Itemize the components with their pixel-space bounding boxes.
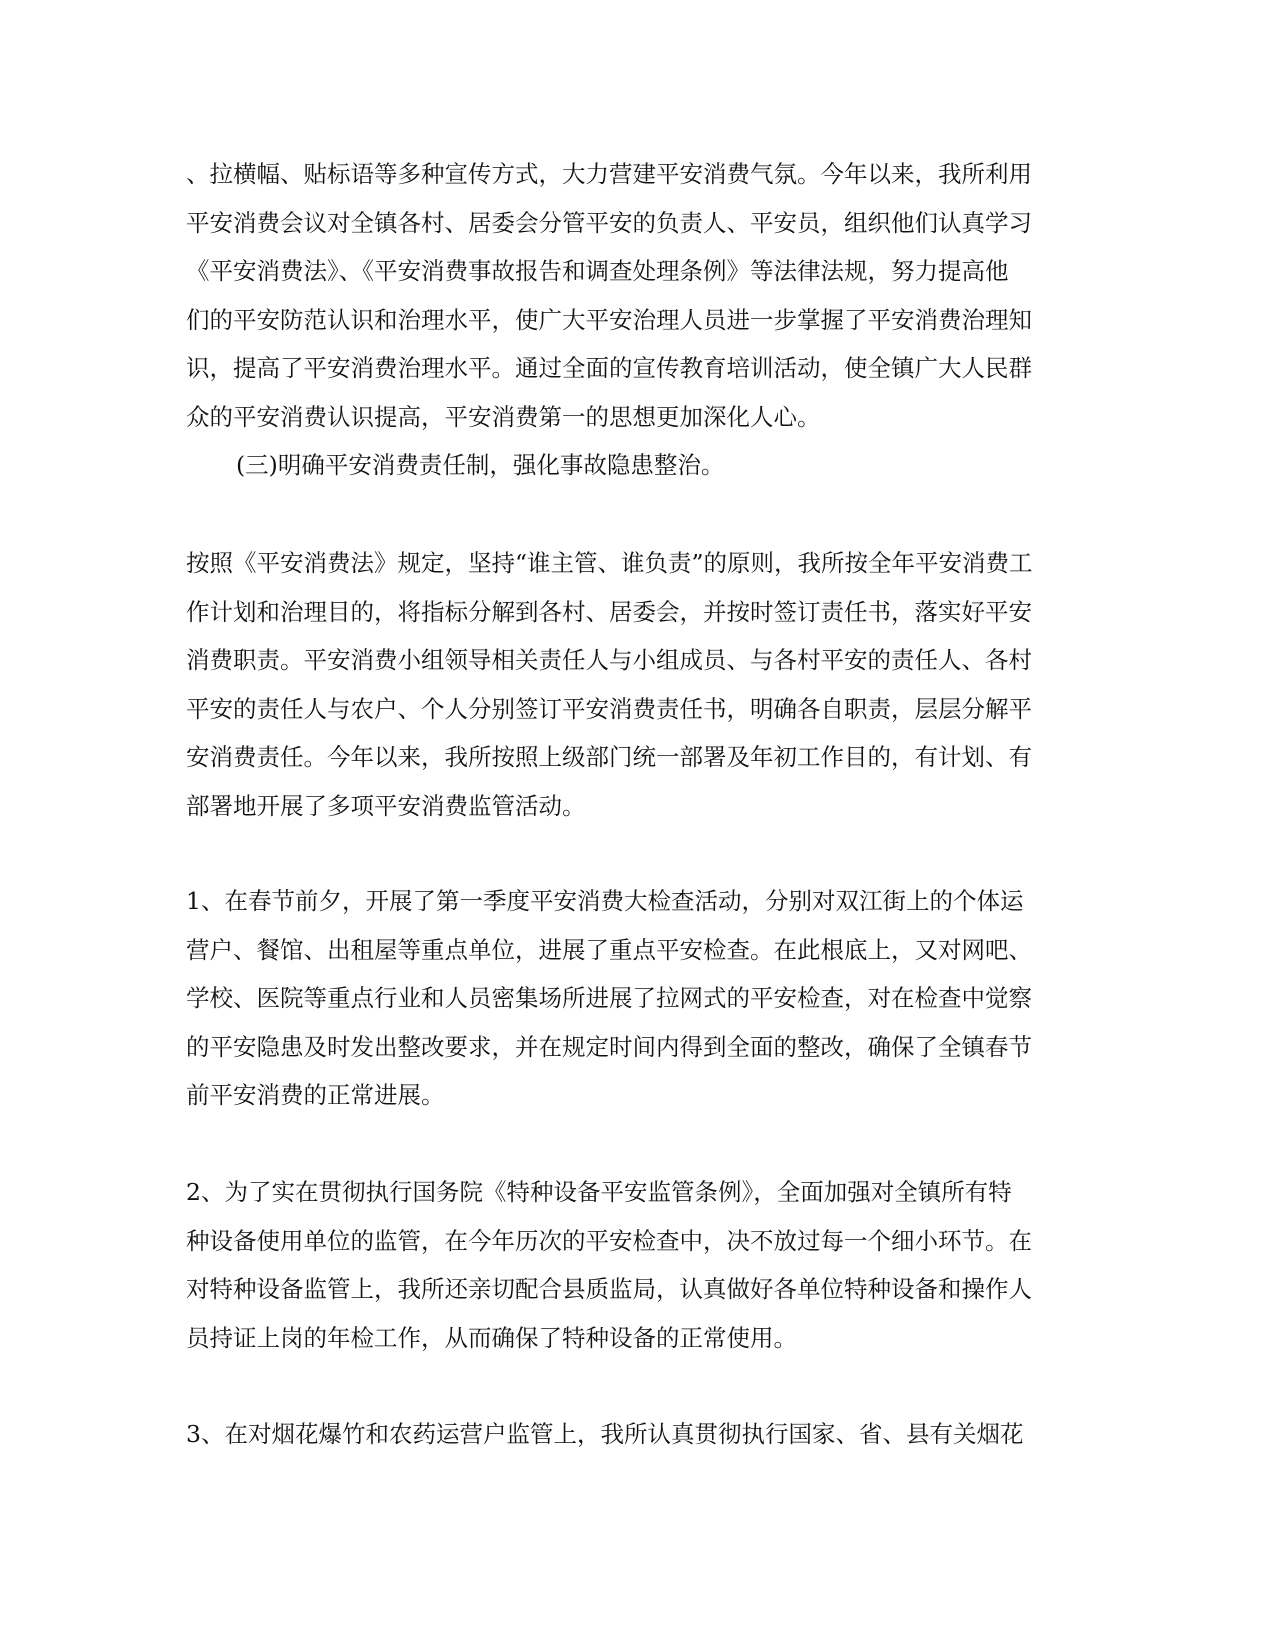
paragraph-text: 1、在春节前夕，开展了第一季度平安消费大检查活动，分别对双江街上的个体运 营户、餐馆、出租屋等重点单位，进展了重点平安检查。在此根底上，又对网吧、 学校、医院等重点行业和人员密集场所进展了拉网式的平安检查，对在检查中觉察 的平安隐患及时发出整改要求，并在规定时间内得到全面的整改，确保了全镇春节 前平安消费的正常进展。 — [186, 887, 1032, 1109]
paragraph-text: 2、为了实在贯彻执行国务院《特种设备平安监管条例》，全面加强对全镇所有特 种设备使用单位的监管，在今年历次的平安检查中，决不放过每一个细小环节。在 对特种设备监管上，我所还亲切配合县质监局，认真做好各单位特种设备和操作人 员持证上岗的年检工作，从而确保了特种设备的正常使用。 — [186, 1178, 1032, 1352]
list-item-2 — [186, 1168, 1090, 1362]
paragraph-text: 按照《平安消费法》规定，坚持“谁主管、谁负责”的原则，我所按全年平安消费工 作计划和治理目的，将指标分解到各村、居委会，并按时签订责任书，落实好平安 消费职责。平安消费小组领导相关责任人与小组成员、与各村平安的责任人、各村 平安的责任人与农户、个人分别签订平安消费责任书，明确各自职责，层层分解平 安消费责任。今年以来，我所按照上级部门统一部署及年初工作目的，有计划、有 部署地开展了多项平安消费监管活动。 — [186, 549, 1033, 820]
paragraph-publicity — [186, 150, 1090, 441]
paragraph-responsibility — [186, 539, 1090, 830]
list-item-1 — [186, 877, 1090, 1120]
list-item-3 — [186, 1410, 1090, 1459]
paragraph-text: 3、在对烟花爆竹和农药运营户监管上，我所认真贯彻执行国家、省、县有关烟花 — [186, 1420, 1024, 1448]
paragraph-text: 、拉横幅、贴标语等多种宣传方式，大力营建平安消费气氛。今年以来，我所利用 平安消费会议对全镇各村、居委会分管平安的负责人、平安员，组织他们认真学习 《平安消费法》、《平安消费事故报告和调查处理条例》等法律法规，努力提高他 们的平安防范认识和治理水平，使广大平安治理人员进一步掌握了平安消费治理知 识，提高了平安消费治理水平。通过全面的宣传教育培训活动，使全镇广大人民群 众的平安消费认识提高，平安消费第一的思想更加深化人心。 — [186, 160, 1032, 431]
section-heading-text: (三)明确平安消费责任制，强化事故隐患整治。 — [236, 451, 725, 479]
section-heading — [236, 441, 1140, 490]
